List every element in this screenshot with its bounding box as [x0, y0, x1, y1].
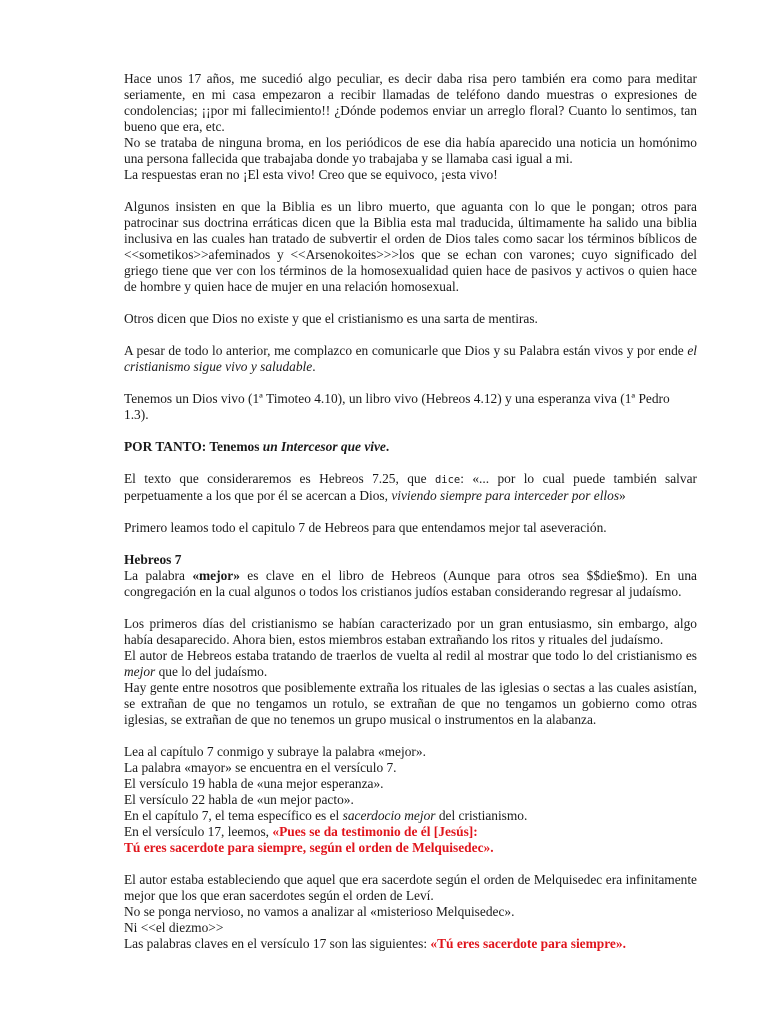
list-line-lea: Lea al capítulo 7 conmigo y subraye la palabra «mejor».: [124, 744, 426, 759]
paragraph-nervioso: No se ponga nervioso, no vamos a analizar al «misterioso Melquisedec».: [124, 904, 515, 919]
paragraph-diezmo: Ni <<el diezmo>>: [124, 920, 224, 935]
heading-por-tanto: POR TANTO: Tenemos un Intercesor que vive.: [124, 439, 390, 454]
quote-melquisedec: Tú eres sacerdote para siempre, según el orden de Melquisedec».: [124, 840, 494, 855]
paragraph-texto: El texto que consideraremos es Hebreos 7.25, que dice: «... por lo cual puede también salvar perpetuamente a los que por él se acercan a Dios, viviendo siempre para interceder por ellos»: [124, 471, 697, 503]
paragraph-primeros-dias: Los primeros días del cristianismo se habían caracterizado por un gran entusiasmo, sin embargo, algo había desaparecido. Ahora bien, estos miembros estaban extrañando los ritos y rituales del judaísmo.: [124, 616, 697, 647]
list-line-v22: El versículo 22 habla de «un mejor pacto».: [124, 792, 354, 807]
paragraph-tenemos: Tenemos un Dios vivo (1ª Timoteo 4.10), un libro vivo (Hebreos 4.12) y una esperanza viva (1ª Pedro 1.3).: [124, 391, 670, 422]
list-line-v17: En el versículo 17, leemos, «Pues se da testimonio de él [Jesús]:: [124, 824, 478, 839]
paragraph-a-pesar: A pesar de todo lo anterior, me complazco en comunicarle que Dios y su Palabra están vivos y por ende el cristianismo sigue vivo y saludable.: [124, 343, 697, 374]
list-line-v19: El versículo 19 habla de «una mejor esperanza».: [124, 776, 384, 791]
paragraph-primero: Primero leamos todo el capitulo 7 de Hebreos para que entendamos mejor tal aseveración.: [124, 520, 607, 535]
paragraph-intro: Hace unos 17 años, me sucedió algo peculiar, es decir daba risa pero también era como para meditar seriamente, en mi casa empezaron a recibir llamadas de teléfono dando muestras o expresiones de condolencias; ¡¡por mi fallecimiento!! ¿Dónde podemos enviar un arreglo floral? Cuanto lo sentimos, tan bueno que era, etc.: [124, 71, 697, 134]
document-page: [124, 71, 697, 952]
paragraph-biblia: Algunos insisten en que la Biblia es un libro muerto, que aguanta con lo que le pongan; otros para patrocinar sus doctrina erráticas dicen que la Biblia esta mal traducida, últimamente ha salido una biblia inclusiva en las cuales han tratado de subvertir el orden de Dios tales como sacar los términos bíblicos de <<sometikos>>afeminados y <<Arsenokoites>>>los que se echan con varones; cuyo significado del griego tiene que ver con los términos de la homosexualidad quien hace de pasivos y activos o quien hace de hombre y quien hace de mujer en una relación homosexual.: [124, 199, 697, 294]
list-line-mayor: La palabra «mayor» se encuentra en el versículo 7.: [124, 760, 397, 775]
paragraph-hay-gente: Hay gente entre nosotros que posiblemente extraña los rituales de las iglesias o sectas a las cuales asistían, se extrañan de que no tengamos un rotulo, se extrañan de que no tengamos un gobierno como otras iglesias, se extrañan de que no tenemos un grupo musical o instrumentos en la alabanza.: [124, 680, 697, 727]
paragraph-palabras-claves: Las palabras claves en el versículo 17 son las siguientes: «Tú eres sacerdote para siempre».: [124, 936, 626, 951]
paragraph-otros: Otros dicen que Dios no existe y que el cristianismo es una sarta de mentiras.: [124, 311, 538, 326]
paragraph-palabra-mejor: La palabra «mejor» es clave en el libro de Hebreos (Aunque para otros sea $$die$mo). En una congregación en la cual algunos o todos los cristianos judíos estaban considerando regresar al judaísmo.: [124, 568, 697, 599]
paragraph-broma: No se trataba de ninguna broma, en los periódicos de ese dia había aparecido una noticia un homónimo una persona fallecida que trabajaba donde yo trabajaba y se llamaba casi igual a mi.: [124, 135, 697, 166]
section-heading-hebreos-7: Hebreos 7: [124, 552, 182, 567]
list-line-tema: En el capítulo 7, el tema específico es el sacerdocio mejor del cristianismo.: [124, 808, 528, 823]
paragraph-autor: El autor de Hebreos estaba tratando de traerlos de vuelta al redil al mostrar que todo lo del cristianismo es mejor que lo del judaísmo.: [124, 648, 697, 679]
paragraph-autor-estableciendo: El autor estaba estableciendo que aquel que era sacerdote según el orden de Melquisedec era infinitamente mejor que los que eran sacerdotes según el orden de Leví.: [124, 872, 697, 903]
paragraph-respuestas: La respuestas eran no ¡El esta vivo! Creo que se equivoco, ¡esta vivo!: [124, 167, 498, 182]
